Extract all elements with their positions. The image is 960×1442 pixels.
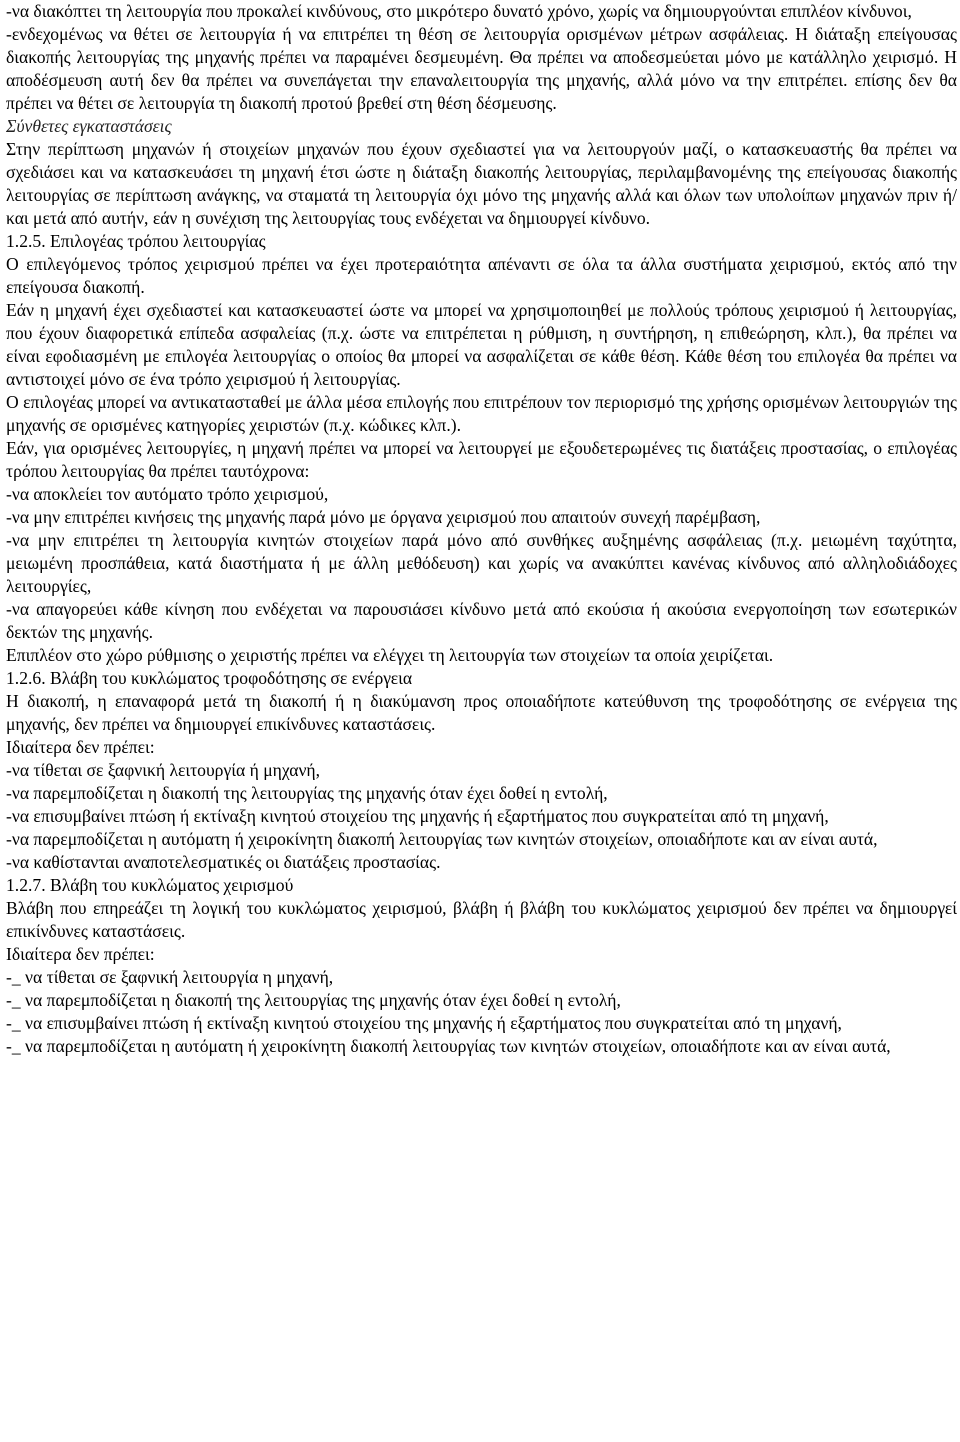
list-item-protection-ineffective: -να καθίστανται αναποτελεσματικές οι διατάξεις προστασίας. <box>6 852 441 872</box>
list-item-exclude-automatic: -να αποκλείει τον αυτόματο τρόπο χειρισμού, <box>6 484 329 504</box>
list-item-falling-parts: -να επισυμβαίνει πτώση ή εκτίναξη κινητού στοιχείου της μηχανής ή εξαρτήματος που συγκρατείται από τη μηχανή, <box>6 806 829 826</box>
list-item-falling-parts-2: -_ να επισυμβαίνει πτώση ή εκτίναξη κινητού στοιχείου της μηχανής ή εξαρτήματος που συγκρατείται από τη μηχανή, <box>6 1013 842 1033</box>
list-item-prohibit-motion: -να απαγορεύει κάθε κίνηση που ενδέχεται να παρουσιάσει κίνδυνο μετά από εκούσια ή ακούσια ενεργοποίηση των εσωτερικών δεκτών της μηχανής. <box>6 599 957 642</box>
heading-1-2-7: 1.2.7. Βλάβη του κυκλώματος χειρισμού <box>6 875 294 895</box>
list-item-stop-prevented-2: -_ να παρεμποδίζεται η διακοπή της λειτουργίας της μηχανής όταν έχει δοθεί η εντολή, <box>6 990 621 1010</box>
list-item-auto-manual-stop: -να παρεμποδίζεται η αυτόματη ή χειροκίνητη διακοπή λειτουργίας των κινητών στοιχείων, οποιαδήποτε και αν είναι αυτά, <box>6 829 878 849</box>
list-item-auto-manual-stop-2: -_ να παρεμποδίζεται η αυτόματη ή χειροκίνητη διακοπή λειτουργίας των κινητών στοιχείων, οποιαδήποτε και αν είναι αυτά, <box>6 1036 891 1056</box>
list-item-stop-prevented: -να παρεμποδίζεται η διακοπή της λειτουργίας της μηχανής όταν έχει δοθεί η εντολή, <box>6 783 608 803</box>
paragraph-selector-replacement: Ο επιλογέας μπορεί να αντικατασταθεί με άλλα μέσα επιλογής που επιτρέπουν τον περιορισμό της χρήσης ορισμένων λειτουργιών της μηχανής σε ορισμένες κατηγορίες χειριστών (π.χ. κώδικες κλπ.). <box>6 392 957 435</box>
paragraph-control-circuit-failure: Βλάβη που επηρεάζει τη λογική του κυκλώματος χειρισμού, βλάβη ή βλάβη του κυκλώματος χειρισμού δεν πρέπει να δημιουργεί επικίνδυνες καταστάσεις. <box>6 898 957 941</box>
paragraph-mode-selector: Εάν η μηχανή έχει σχεδιαστεί και κατασκευαστεί ώστε να μπορεί να χρησιμοποιηθεί με πολλούς τρόπους χειρισμού ή λειτουργίας, που έχουν διαφορετικά επίπεδα ασφαλείας (π.χ. ώστε να επιτρέπεται η ρύθμιση, η συντήρηση, η επιθεώρηση, κλπ.), θα πρέπει να είναι εφοδιασμένη με επιλογέα λειτουργίας ο οποίος θα μπορεί να ασφαλίζεται σε κάθε θέση. Κάθε θέση του επιλογέα θα πρέπει να αντιστοιχεί μόνο σε ένα τρόπο χειρισμού ή λειτουργίας. <box>6 300 957 389</box>
list-item-sudden-start-2: -_ να τίθεται σε ξαφνική λειτουργία η μηχανή, <box>6 967 334 987</box>
paragraph-emergency-stop-item: -να διακόπτει τη λειτουργία που προκαλεί κινδύνους, στο μικρότερο δυνατό χρόνο, χωρίς να δημιουργούνται επιπλέον κίνδυνοι, <box>6 1 912 21</box>
paragraph-especially-not-2: Ιδιαίτερα δεν πρέπει: <box>6 944 155 964</box>
list-item-continuous-control: -να μην επιτρέπει κινήσεις της μηχανής παρά μόνο με όργανα χειρισμού που απαιτούν συνεχή παρέμβαση, <box>6 507 761 527</box>
heading-1-2-6: 1.2.6. Βλάβη του κυκλώματος τροφοδότησης σε ενέργεια <box>6 668 413 688</box>
list-item-increased-safety: -να μην επιτρέπει τη λειτουργία κινητών στοιχείων παρά μόνο από συνθήκες αυξημένης ασφάλειας (π.χ. μειωμένη ταχύτητα, μειωμένη προσπάθεια, κατά διαστήματα ή με άλλη μεθόδευση) και χωρίς να ανακύπτει κανένας κίνδυνος από αλληλοδιάδοχες λειτουργίες, <box>6 530 957 596</box>
heading-1-2-5: 1.2.5. Επιλογέας τρόπου λειτουργίας <box>6 231 266 251</box>
paragraph-safety-measures: -ενδεχομένως να θέτει σε λειτουργία ή να επιτρέπει τη θέση σε λειτουργία ορισμένων μέτρων ασφάλειας. Η διάταξη επείγουσας διακοπής λειτουργίας της μηχανής πρέπει να παραμένει δεσμευμένη. Θα πρέπει να αποδεσμεύεται μόνο με κατάλληλο χειρισμό. Η αποδέσμευση αυτή δεν θα πρέπει να συνεπάγεται την επαναλειτουργία της μηχανής, αλλά μόνο να την επιτρέπει. επίσης δεν θα πρέπει να θέτει σε λειτουργία τη διακοπή προτού βρεθεί στη θέση δέσμευσης. <box>6 24 957 113</box>
subheading-complex-installations: Σύνθετες εγκαταστάσεις <box>6 116 172 136</box>
paragraph-mode-priority: Ο επιλεγόμενος τρόπος χειρισμού πρέπει να έχει προτεραιότητα απέναντι σε όλα τα άλλα συστήματα χειρισμού, εκτός από την επείγουσα διακοπή. <box>6 254 957 297</box>
paragraph-neutralized-protection: Εάν, για ορισμένες λειτουργίες, η μηχανή πρέπει να μπορεί να λειτουργεί με εξουδετερωμένες τις διατάξεις προστασίας, ο επιλογέας τρόπου λειτουργίας θα πρέπει ταυτόχρονα: <box>6 438 957 481</box>
paragraph-adjustment-area: Επιπλέον στο χώρο ρύθμισης ο χειριστής πρέπει να ελέγχει τη λειτουργία των στοιχείων τα οποία χειρίζεται. <box>6 645 774 665</box>
paragraph-especially-not: Ιδιαίτερα δεν πρέπει: <box>6 737 155 757</box>
list-item-sudden-start: -να τίθεται σε ξαφνική λειτουργία ή μηχανή, <box>6 760 321 780</box>
paragraph-power-supply-failure: Η διακοπή, η επαναφορά μετά τη διακοπή ή η διακύμανση προς οποιαδήποτε κατεύθυνση της τροφοδότησης σε ενέργεια της μηχανής, δεν πρέπει να δημιουργεί επικίνδυνες καταστάσεις. <box>6 691 957 734</box>
paragraph-complex-installations: Στην περίπτωση μηχανών ή στοιχείων μηχανών που έχουν σχεδιαστεί για να λειτουργούν μαζί, ο κατασκευαστής θα πρέπει να σχεδιάσει και να κατασκευάσει τη μηχανή έτσι ώστε η διάταξη διακοπής λειτουργίας, περιλαμβανομένης της επείγουσας διακοπής λειτουργίας σε περίπτωση ανάγκης, να σταματά τη λειτουργία όχι μόνο της μηχανής αλλά και όλων των υπολοίπων μηχανών πριν ή/και μετά από αυτήν, εάν η συνέχιση της λειτουργίας τους ενδέχεται να δημιουργεί κίνδυνο. <box>6 139 957 228</box>
